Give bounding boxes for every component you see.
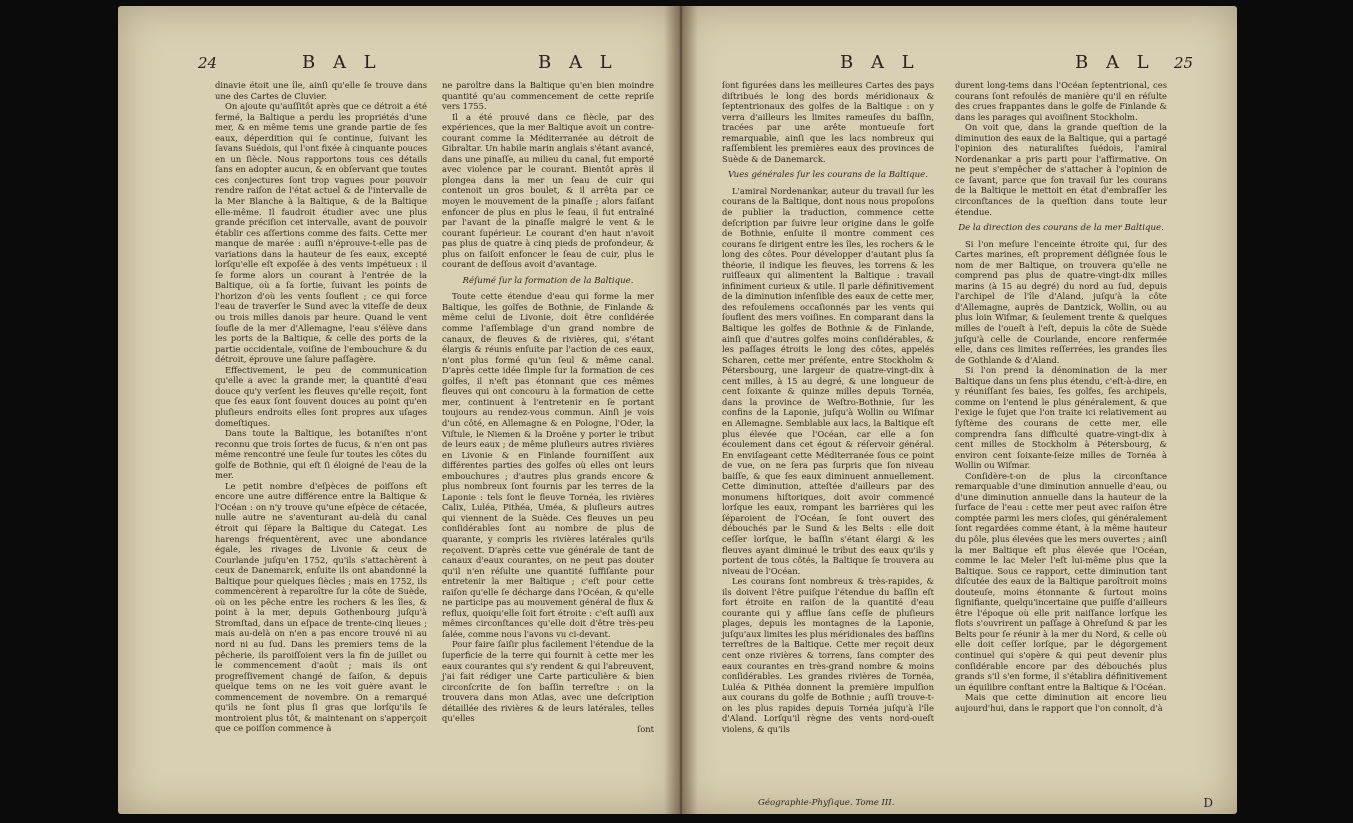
right-running-title-1: B A L [840, 52, 920, 73]
catchword: ſont [637, 723, 654, 734]
right-page-number: 25 [1174, 54, 1194, 72]
paragraph: Il a été prouvé dans ce ſiècle, par des expériences, que la mer Baltique avoit un contre-courant comme la Méditerranée au détroit de Gibraltar. Un habile marin anglais s'étant avancé, dans une pinaſſe, au milieu du canal, fut emporté avec violence par le courant. Bientôt après il plongea dans la mer un ſeau de cuir qui contenoit un gros boulet, & il arrêta par ce moyen le mouvement de la pinaſſe ; alors faiſant enfoncer de plus en plus le ſeau, il fut entraîné par l'avant de la pinaſſe malgré le vent & le courant ſupérieur. Le courant d'en haut n'avoit pas plus de quatre à cinq pieds de profondeur, & plus on faiſoit enfoncer le ſeau de cuir, plus le courant de deſſous avoit d'avantage. [442, 111, 654, 270]
paragraph: On voit que, dans la grande queſtion de la diminution des eaux de la Baltique, qui a partagé l'opinion des naturaliſtes ſuédois, l'amiral Nordenankar a pris parti pour l'affirmative. On ne peut s'empêcher de s'attacher à l'opinion de ce ſavant, parce que ſon travail ſur les courans de la Baltique le mettoit en état d'embraſſer les circonſtances de la queſtion dans toute leur étendue. [955, 122, 1167, 217]
section-heading: De la direction des courans de la mer Baltique. [958, 223, 1164, 234]
paragraph: Dans toute la Baltique, les botaniſtes n'ont reconnu que trois ſortes de fucus, & n'en ont pas même rencontré une ſeule ſur toutes les côtes du golfe de Bothnie, qui eſt ſi éloigné de l'eau de la mer. [215, 428, 427, 481]
left-column-2 [442, 80, 654, 734]
section-heading: Vues générales ſur les courans de la Baltique. [728, 170, 928, 181]
section-heading: Réſumé ſur la formation de la Baltique. [462, 275, 634, 286]
paragraph: ne paroître dans la Baltique qu'en bien moindre quantité qu'au commencement de cette repriſe vers 1755. [442, 80, 654, 112]
right-column-1 [722, 80, 934, 734]
right-running-title-2: B A L [1075, 52, 1155, 73]
paragraph: Toute cette étendue d'eau qui forme la mer Baltique, les golfes de Bothnie, de Finlande & même celui de Livonie, doit être conſidérée comme l'aſſemblage d'un grand nombre de canaux, de fleuves & de rivières, qui, s'étant élargis & réunis enſuite par l'action de ces eaux, n'ont plus formé qu'un ſeul & même canal. D'après cette idée ſimple ſur la formation de ces golfes, il n'eſt pas étonnant que ces mêmes fleuves qui ont concouru à la formation de cette mer, continuent à l'entretenir en ſe portant toujours au rendez-vous commun. Ainſi je vois d'un côté, en Allemagne & en Pologne, l'Oder, la Viſtule, le Niemen & la Droëne y porter le tribut de leurs eaux ; de même pluſieurs autres rivières en Livonie & en Finlande fourniſſent aux différentes parties des golfes où elles ont leurs embouchures ; d'autres plus grands encore & plus nombreux ſont fournis par les terres de la Laponie : tels ſont le fleuve Tornéa, les rivières Calix, Luléa, Pithéa, Uméa, & pluſieurs autres qui viennent de la Suède. Ces fleuves un peu conſidérables ſont au nombre de plus de quarante, y compris les rivières latérales qu'ils reçoivent. D'après cette vue générale de tant de canaux d'eaux courantes, on ne peut pas douter qu'il n'en réſulte une quantité ſuffiſante pour entretenir la mer Baltique ; c'eſt pour cette raiſon qu'elle ſe décharge dans l'Océan, & qu'elle ne participe pas au mouvement général de flux & reflux, quoiqu'elle ſoit fort étroite : c'eſt auſſi aux mêmes circonſtances qu'elle doit d'être très-peu ſalée, comme nous l'avons vu ci-devant. [442, 291, 654, 639]
paragraph: dinavie étoit une île, ainſi qu'elle ſe trouve dans une des Cartes de Cluvier. [215, 80, 427, 101]
paragraph: Les courans ſont nombreux & très-rapides, & ils doivent l'être puiſque l'étendue du baſſin eſt fort étroite en raiſon de la quantité d'eau courante qui y afflue ſans ceſſe de pluſieurs plages, depuis les montagnes de la Laponie, juſqu'aux limites les plus méridionales des baſſins terreſtres de la Baltique. Cette mer reçoit deux cent onze rivières & torrens, ſans compter des eaux courantes en très-grand nombre & moins conſidérables. Les grandes rivières de Tornéa, Luléa & Pithéa donnent la première impulſion aux courans du golfe de Bothnie ; auſſi trouve-t-on les plus rapides depuis Tornéa juſqu'à l'île d'Aland. Lorſqu'il règne des vents nord-oueſt violens, & qu'ils [722, 576, 935, 734]
right-page [680, 6, 1237, 814]
left-running-title-1: B A L [302, 52, 382, 73]
left-running-title-2: B A L [538, 52, 618, 73]
paragraph: Mais que cette diminution ait encore lieu aujourd'hui, dans le rapport que l'on connoît, d'à [955, 692, 1167, 713]
paragraph: ſont figurées dans les meilleures Cartes des pays diſtribués le long des bords méridionaux & ſeptentrionaux des golfes de la Baltique : on y verra d'ailleurs les limites rameuſes du baſſin, tracées par une arête montueuſe fort remarquable, ainſi que les lacs nombreux qui raſſemblent les premières eaux des provinces de Suède & de Danemarck. [722, 80, 934, 164]
paragraph: Si l'on meſure l'enceinte étroite qui, ſur des Cartes marines, eſt proprement déſignée ſous le nom de mer Baltique, on trouvera qu'elle ne comprend pas plus de quatre-vingt-dix milles marins (à 15 au degré) du nord au ſud, depuis l'archipel de l'île d'Aland, juſqu'à la côte d'Allemagne, auprès de Dantzick, Wollin, ou au plus loin Wiſmar, & ſeulement trente & quelques milles de l'oueſt à l'eſt, depuis la côte de Suède juſqu'à celle de Courlande, encore renfermée elle, dans ces limites reſſerrées, les grandes îles de Gothlande & d'Aland. [955, 238, 1167, 365]
left-column-1 [215, 80, 427, 734]
signature-line: Géographie-Phyſique. Tome III. [758, 798, 895, 808]
paragraph: On ajoute qu'auſſitôt après que ce détroit a été fermé, la Baltique a perdu les propriétés d'une mer, & en même tems une grande partie de ſes eaux, déperdition qui ſe continue, ſuivant les ſavans Suédois, qui l'ont fixée à cinquante pouces en un ſiècle. Nous rapportons tous ces détails ſans en adopter aucun, & en obſervant que toutes ces conjectures ſont trop vagues pour pouvoir rendre raiſon de l'état actuel & de l'intervalle de la Mer Blanche à la Baltique, & de la Baltique elle-même. Il faudroit étudier avec une plus grande préciſion cet intervalle, avant de pouvoir établir ces aſſertions comme des faits. Cette mer manque de marée : auſſi n'éprouve-t-elle pas de variations dans la hauteur de ſes eaux, excepté lorſqu'elle eſt expoſée à des vents impétueux : il ſe forme alors un courant à l'entrée de la Baltique, où a ſa ſortie, ſuivant les points de l'horizon d'où les vents ſouflent ; ce qui force l'eau de traverſer le Sund avec la viteſſe de deux ou trois milles danois par heure. Quand le vent ſoufle de la mer d'Allemagne, l'eau s'élève dans les ports de la Baltique, & celle des ports de la partie occidentale, voiſine de l'embouchure & du détroit, éprouve une ſalure paſſagère. [215, 101, 427, 365]
paragraph: Si l'on prend la dénomination de la mer Baltique dans un ſens plus étendu, c'eſt-à-dire, en y réuniſſant ſes baies, ſes golfes, ſes archipels, comme on l'entend le plus généralement, & que l'exige le ſujet que l'on traite ici relativement au ſyſtème des courans de cette mer, elle comprendra ſans difficulté quatre-vingt-dix à cent milles de Stockholm à Pétersbourg, & environ cent ſoixante-ſeize milles de Tornéa à Wollin ou Wiſmar. [955, 365, 1167, 471]
signature-letter: D [1203, 796, 1213, 810]
paragraph: L'amiral Nordenankar, auteur du travail ſur les courans de la Baltique, dont nous nous propoſons de publier la traduction, commence cette deſcription par ſuivre leur origine dans le golfe de Bothnie, enſuite il montre comment ces courans ſe dirigent entre les îles, les rochers & le long des côtes. Pour développer d'autant plus ſa théorie, il indique les fleuves, les torrens & les ruiſſeaux qui alimentent la Baltique : travail infiniment curieux & utile. Il parle définitivement de la diminution inſenſible des eaux de cette mer, des refoulemens occaſionnés par les vents qui ſouflent des mers voiſines. En comparant dans la Baltique les golfes de Bothnie & de Finlande, ainſi que d'autres golfes moins conſidérables, & les paſſages étroits le long des côtes, appelés Scharen, cette mer préſente, entre Stockholm & Pétersbourg, une largeur de quatre-vingt-dix à cent milles, à 15 au degré, & une longueur de cent ſoixante & quinze milles depuis Tornéa, dans la province de Weſtro-Bothnie, ſur les confins de la Laponie, juſqu'à Wollin ou Wiſmar en Allemagne. Semblable aux lacs, la Baltique eſt plus élevée que l'Océan, car elle a ſon écoulement dans cet égout & réſervoir général. En enviſageant cette Méditerranée ſous ce point de vue, on ne ſera pas ſurpris que ſon niveau baiſſe, & que ſes eaux diminuent annuellement. Cette diminution, atteſtée d'ailleurs par des monumens hiſtoriques, doit avoir commencé lorſque les eaux, rompant les barrières qui les ſéparoient de l'Océan, ſe ſont ouvert des débouchés par le Sund & les Belts : elle doit ceſſer lorſque, le baſſin s'étant élargi & les fleuves ayant diminué le tribut des eaux qu'ils y portent de tous côtés, la Baltique ſe trouvera au niveau de l'Océan. [722, 185, 934, 576]
right-page-header [680, 52, 1237, 74]
paragraph: durent long-tems dans l'Océan ſeptentrional, ces courans ſont refoulés de manière qu'il en réſulte des crues frappantes dans le golfe de Finlande & dans les parages qui avoiſinent Stockholm. [955, 80, 1167, 122]
paragraph: Effectivement, le peu de communication qu'elle a avec la grande mer, la quantité d'eau douce qu'y verſent les fleuves qu'elle reçoit, font que ſes eaux ſont ſouvent douces au point qu'en pluſieurs endroits elles ſont propres aux uſages domeſtiques. [215, 364, 427, 428]
paragraph: Pour faire ſaiſir plus facilement l'étendue de la ſuperficie de la terre qui fournit à cette mer les eaux courantes qui s'y rendent & qui l'abreuvent, j'ai fait rédiger une Carte particulière & bien circonſcrite de ſon baſſin terreſtre : on la trouvera dans mon Atlas, avec une deſcription détaillée des rivières & de leurs latérales, telles qu'elles [442, 639, 654, 724]
left-page-header [118, 52, 680, 74]
right-column-2 [955, 80, 1167, 713]
left-page [118, 6, 680, 814]
left-page-number: 24 [198, 54, 218, 72]
paragraph: Conſidère-t-on de plus la circonſtance remarquable d'une diminution annuelle d'eau, ou d'une diminution annuelle dans la hauteur de la ſurface de l'eau : cette mer peut avec raiſon être comptée parmi les mers cloſes, qui généralement ſont regardées comme étant, à la même hauteur du pôle, plus élevées que les mers ouvertes ; ainſi la mer Baltique eſt plus élevée que l'Océan, comme le lac Meler l'eſt lui-même plus que la Baltique. Sous ce rapport, cette diminution tant diſcutée des eaux de la Baltique paroîtroit moins douteuſe, moins étonnante & ſurtout moins ſignifiante, quelqu'incertaine que puiſſe d'ailleurs être l'époque où elle prit naiſſance lorſque les flots s'ouvrirent un paſſage à Ohreſund & par les Belts pour ſe réunir à la mer du Nord, & celle où elle doit ceſſer lorſque, par le dégorgement continuel qui s'opère & qui peut devenir plus conſidérable encore par des débouchés plus grands s'il s'en forme, il s'établira définitivement un équilibre conſtant entre la Baltique & l'Océan. [955, 470, 1167, 692]
paragraph: Le petit nombre d'eſpèces de poiſſons eſt encore une autre différence entre la Baltique & l'Océan : on n'y trouve qu'une eſpèce de cétacée, nulle autre ne s'aventurant au-delà du canal étroit qui ſépare la Baltique du Categat. Les harengs fréquentèrent, avec une abondance égale, les rivages de Livonie & ceux de Courlande juſqu'en 1752, qu'ils s'attachèrent à ceux de Danemarck, enſuite ils ont abandonné la Baltique pour quelques ſiècles ; mais en 1752, ils commencèrent à reparoître ſur la côte de Suède, où on les pêche entre les rochers & les îles, & point à la mer, depuis Gothenbourg juſqu'à Stromſtad, dans un eſpace de trente-cinq lieues ; mais au-delà on n'en a pas encore trouvé ni au nord ni au ſud. Dans les premiers tems de la pêcherie, ils paroiſſoient vers la fin de juillet ou le commencement d'août ; mais ils ont progreſſivement changé de ſaiſon, & depuis quelque tems on ne les voit guère avant le commencement de novembre. On a remarqué qu'ils ne ſont plus ſi gras que lorſqu'ils ſe montroient plus tôt, & maintenant on s'apperçoit que ce poiſſon commence à [215, 480, 427, 734]
